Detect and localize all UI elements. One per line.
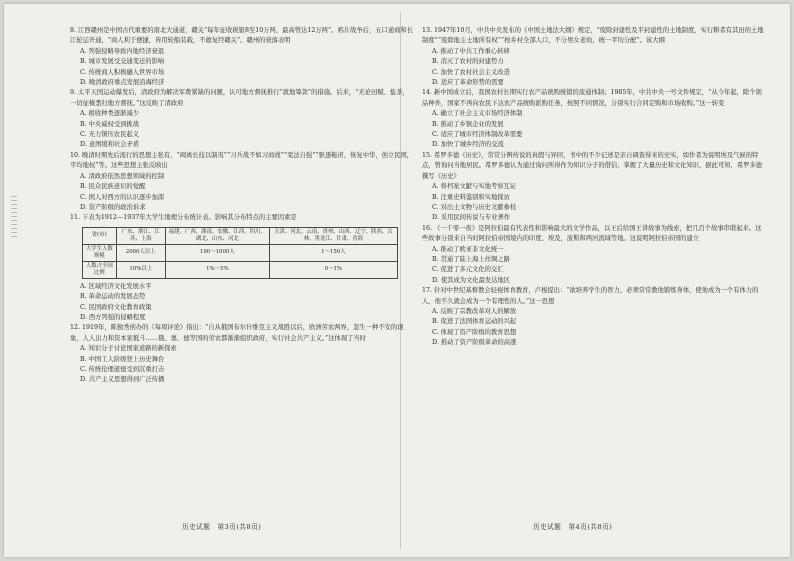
option-a: A. 推动了欧亚非文化统一 (432, 245, 504, 253)
option-a: A. 确立了社会主义市场经济体制 (432, 110, 523, 118)
option-d: D. 加快了城乡经济的交流 (432, 141, 504, 149)
option-c: C. 体现了资产阶级的教育思想 (432, 328, 517, 336)
table-cell: 0～1% (269, 261, 397, 278)
question-13 (422, 26, 767, 88)
option-a: A. 区域经济文化发展水平 (80, 282, 152, 290)
option-c: C. 传统商人积极融入世界市场 (80, 68, 165, 76)
option-d: D. 西方列强的侵略程度 (80, 313, 146, 321)
option-b: B. 革命运动的发展态势 (80, 293, 146, 301)
left-page (70, 26, 415, 386)
question-stem: 15. 希罗多德《历史》，常常分辨传说的真假与异同，书中的不少记述是亲自调查得来的史实，如作者为说明埃及气候的特点，曾询问当地居民。希罗多德认为通过询问所得作为知识分子的借信，掌握了大量历史和文化知识，据此可知，希罗多德撰写《历史》 (422, 151, 763, 180)
option-d: D. 资产阶级的政治诉求 (80, 203, 146, 211)
table-row (83, 244, 398, 261)
option-c: C. 民国政府文化教育政策 (80, 303, 152, 311)
option-d: D. 采用民间传说与专业著作 (432, 214, 511, 222)
option-d: D. 共产主义思想得到广泛传播 (80, 376, 165, 384)
option-a: A. 税收种类逐渐减少 (80, 110, 139, 118)
question-9 (70, 88, 415, 150)
question-stem: 16. 《一千零一夜》是阿拉伯最有代表性和影响最大的文学作品，以王后给国王讲故事为线索，把几百个故事串联起来。这些故事分别来自当时阿拉伯帝国境内的印度、埃及，波斯和两河流域等地。这说明阿拉伯帝国的建立 (422, 224, 762, 243)
question-17 (422, 286, 767, 348)
option-b: B. 中国工人阶级登上历史舞台 (80, 355, 165, 363)
question-15 (422, 151, 767, 224)
option-a: A. 推动了中共工作重心转移 (432, 47, 510, 55)
table-cell: 190～1000人 (165, 244, 269, 261)
question-stem: 14. 新中国成立后，我国农村长期实行农产品统购统销的流通体制；1985年，中共中央一号文件规定，“从今年起，除个别品种外，国家不再向农民下达农产品统购派购任务，按照不同情况，分别实行合同定购和市场收购。”这一转变 (422, 89, 762, 107)
option-b: B. 城市发展受交通变迁的影响 (80, 58, 165, 66)
table-cell: 大学生人数规模 (83, 244, 117, 261)
page-footer: 历史试题 第3页(共8页) (182, 523, 262, 531)
question-stem: 12. 1919年，陈独秀创办的《每周评论》指出：“自从俄国布尔什维克主义战胜以后，欧洲劳农两界，忽生一种不安的现象，人人出力和资本家抵斗……俄、奥、德等国的劳农都渐渐组织政府，实行社会共产主义。”这体现了当时 (70, 324, 404, 342)
option-c: C. 适应了城市经济体制改革需要 (432, 131, 523, 139)
option-b: B. 促进了法国体育运动的兴起 (432, 318, 517, 326)
exam-sheet (4, 4, 790, 557)
question-stem: 11. 下表为1912—1937年大学生地理分布统计表。影响其分布特点的主要因素是 (70, 214, 297, 222)
option-a: A. 列强侵略导致内地经济衰退 (80, 47, 165, 55)
table-cell: 人数占全国比例 (83, 261, 117, 278)
option-b: B. 民众民族意识的觉醒 (80, 183, 146, 191)
table-header-cell: 福建、广西、湖南、安徽、江西、四川、湖北、山东、河北 (165, 227, 269, 244)
question-11 (70, 213, 415, 323)
option-b: B. 中央威权受到挑战 (80, 120, 140, 128)
option-c: C. 传统伦理道德受到沉重打击 (80, 365, 165, 373)
option-b: B. 消灭了农村的封建势力 (432, 58, 504, 66)
question-8 (70, 26, 415, 88)
question-stem: 10. 晚清时期先后流行的思想主张有，“闽离长技以制夷”“习兵战不如习商战”“变法自强”“驱逐鞑虏，恢复中华，创立民国，平均地权”等。这些思想主张反映出 (70, 151, 414, 170)
option-b: B. 注重史料鉴别和实地探访 (432, 193, 510, 201)
option-b: B. 贯通了陆上海上丝绸之路 (432, 255, 510, 263)
option-d: D. 推动了资产阶级革命的高涨 (432, 339, 517, 347)
question-stem: 9. 太平天国运动爆发后，清政府为解决军费紧缺的问题，认可地方督抚推行“就地筹款”的措施。后来，“无论田赋、盐茶，一切征榷悉归地方督抚。”这反映了清政府 (70, 89, 409, 107)
option-d: D. 使其成为文化最发达地区 (432, 276, 511, 284)
option-d: D. 晚清政府重点发展沿海经济 (80, 79, 165, 87)
page-footer: 历史试题 第4页(共8页) (533, 523, 613, 531)
table-header-cell: 天津、河北、云南、贵州、山西、辽宁、陕西、吉林、黑龙江、甘肃、青海 (269, 227, 397, 244)
table-cell: 1～150人 (269, 244, 397, 261)
question-stem: 8. 江西赣州是中国古代重要的南北大通道，赣关“每年征收税银8至10万两，最高曾达12万两”。鸦片战争后，五口通商和长江轮运开通，“商人利于便捷，皆用轮船装载，不敢复经赣关”。赣州的衰落表明 (70, 27, 414, 45)
question-stem: 17. 针对中世纪基督教会轻视体育教育，卢梭提出：“欲培养学生的智力，必须常常教他锻炼身体，使他成为一个有体力的人，他不久就会成为一个有理性的人。”这一思想 (422, 287, 759, 305)
option-a: A. 反映了宗教改革对人的解放 (432, 307, 517, 315)
question-14 (422, 88, 767, 150)
option-c: C. 无力镇压农民起义 (80, 131, 139, 139)
table-header-cell: 广东、浙江、江苏、上海 (116, 227, 165, 244)
student-distribution-table (82, 227, 398, 279)
right-page (422, 26, 767, 349)
table-cell: 2000人以上 (116, 244, 165, 261)
question-stem: 13. 1947年10月，中共中央发布的《中国土地法大纲》规定，“废除封建性及半封建性的土地制度，实行耕者有其田的土地制度”“废除地主土地所有权”“按乡村全部人口，不分男女老幼，统一平均分配”。该大纲 (422, 27, 764, 45)
option-a: A. 知识分子讨论国家道路的新探索 (80, 345, 177, 353)
option-c: C. 对出土文物与历史文献参校 (432, 203, 517, 211)
option-d: D. 适应了革命形势的需要 (432, 79, 504, 87)
option-c: C. 促进了多元文化的交汇 (432, 266, 504, 274)
option-a: A. 清政府依然思想领域的控制 (80, 172, 165, 180)
table-cell: 1%～5% (165, 261, 269, 278)
option-a: A. 将档案文献与实地考察互证 (432, 183, 517, 191)
option-d: D. 意图缓和社会矛盾 (80, 141, 140, 149)
question-12 (70, 323, 415, 385)
question-16 (422, 224, 767, 286)
option-c: C. 国人对西方的认识逐步加深 (80, 193, 165, 201)
option-c: C. 加快了农村社会主义改造 (432, 68, 510, 76)
table-row (83, 261, 398, 278)
binding-margin-mark (11, 196, 17, 238)
table-header-cell: 省(市) (83, 227, 117, 244)
question-10 (70, 151, 415, 213)
option-b: B. 推动了乡镇企业的发展 (432, 120, 504, 128)
table-header-row (83, 227, 398, 244)
table-cell: 10%以上 (116, 261, 165, 278)
